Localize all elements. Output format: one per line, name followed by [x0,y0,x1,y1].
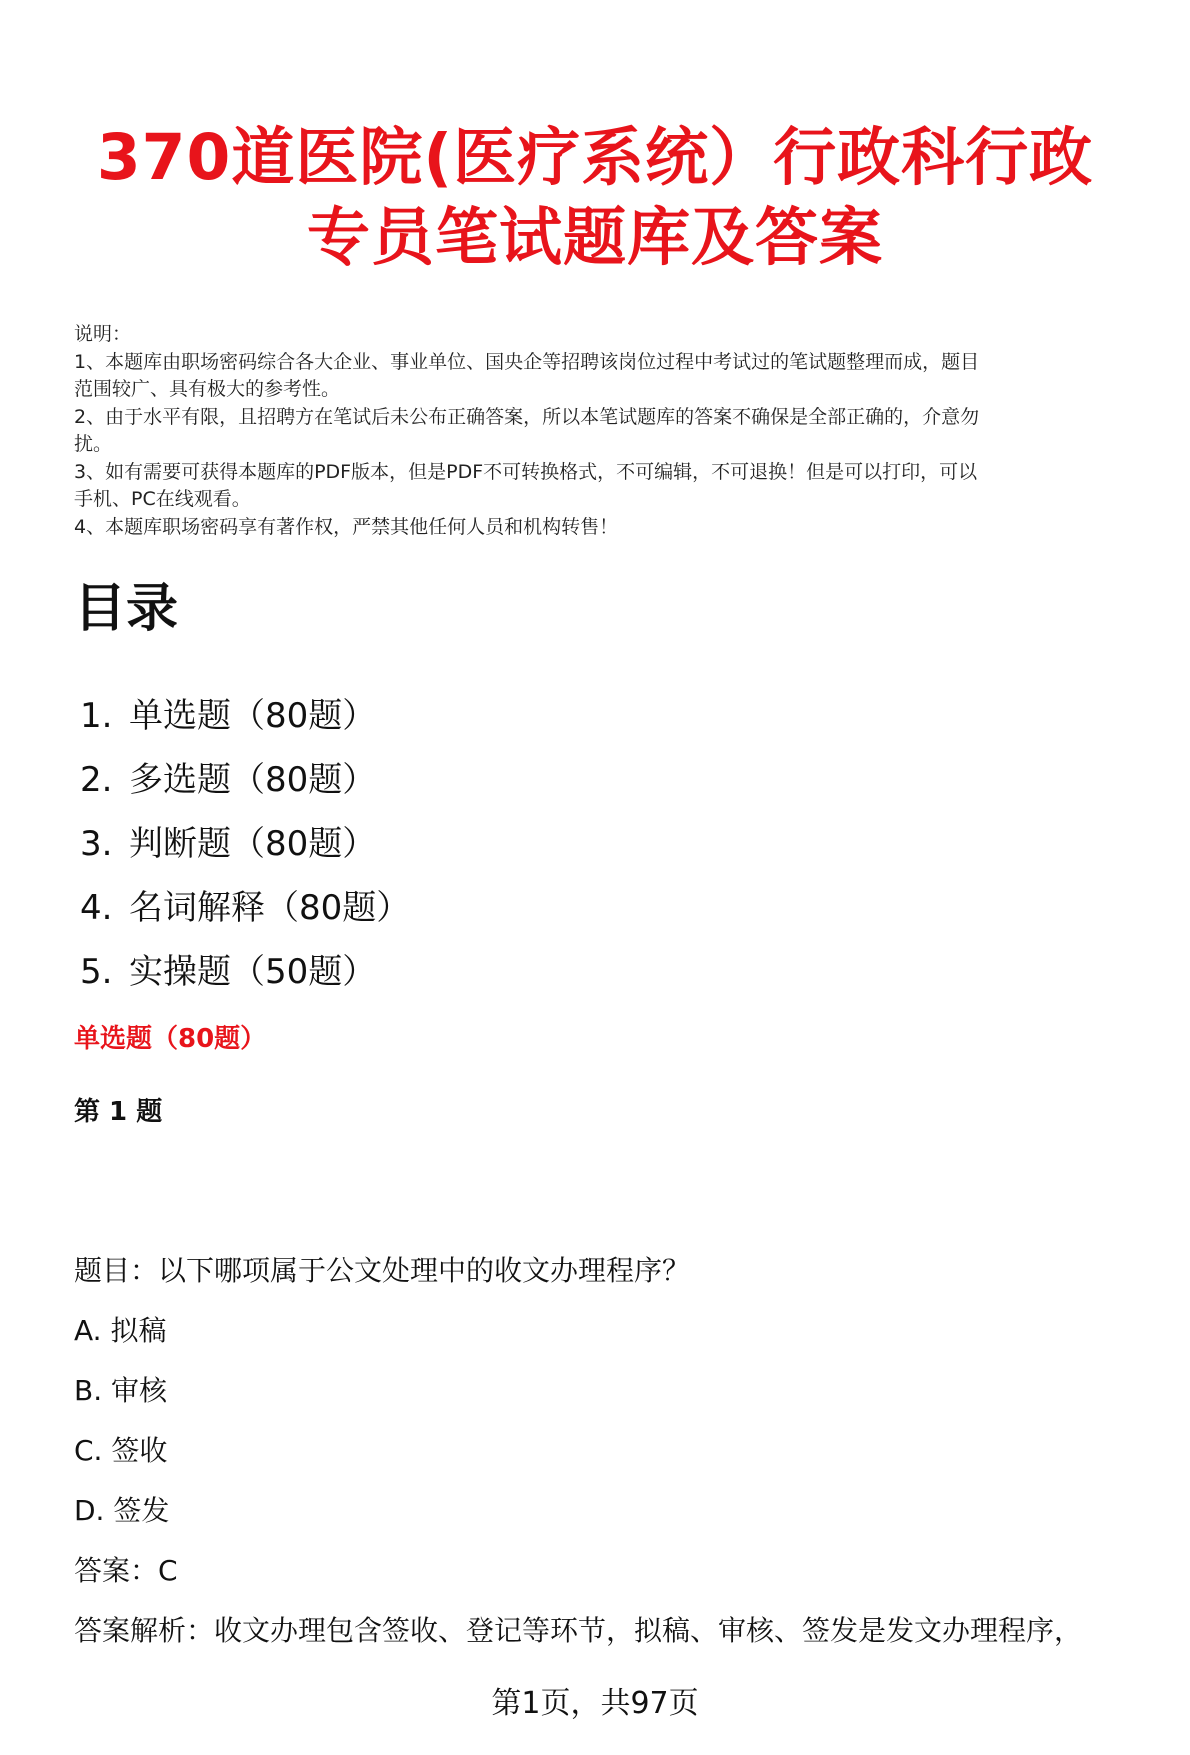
option-d: D. 签发 [74,1494,170,1527]
title-line-2: 专员笔试题库及答案 [307,201,883,274]
toc-item[interactable] [80,940,410,1004]
toc-item[interactable] [80,812,410,876]
toc-item-label: 判断题（80题） [129,824,377,864]
toc-item-label: 名词解释（80题） [129,888,411,928]
notes-line: 说明： [74,323,132,345]
section-title: 单选题（80题） [74,1024,267,1054]
title-line-1: 370道医院(医疗系统）行政科行政 [96,121,1094,194]
toc-item-number: 2. [80,760,113,800]
page-footer: 第1页，共97页 [491,1686,699,1721]
toc-item[interactable] [80,748,410,812]
toc-item-number: 3. [80,824,113,864]
toc-item[interactable] [80,876,410,940]
toc-item-number: 4. [80,888,113,928]
toc-item-label: 多选题（80题） [129,760,377,800]
document-title [60,118,1130,278]
notes-line: 范围较广、具有极大的参考性。 [74,378,341,400]
answer: 答案：C [74,1554,178,1587]
table-of-contents [80,684,410,1004]
notes-line: 扰。 [74,433,113,455]
question-stem: 题目：以下哪项属于公文处理中的收文办理程序？ [74,1254,691,1287]
notes-line: 2、由于水平有限，且招聘方在笔试后未公布正确答案，所以本笔试题库的答案不确保是全部正确的，介意勿 [74,405,980,428]
toc-item-number: 1. [80,696,113,736]
option-b: B. 审核 [74,1374,168,1407]
notes-line: 1、本题库由职场密码综合各大企业、事业单位、国央企等招聘该岗位过程中考试过的笔试题整理而成，题目 [74,350,980,373]
answer-explanation: 答案解析：收文办理包含签收、登记等环节，拟稿、审核、签发是发文办理程序， [74,1614,1083,1647]
toc-item[interactable] [80,684,410,748]
toc-item-label: 单选题（80题） [129,696,377,736]
instructions-notes [74,321,1154,541]
option-a: A. 拟稿 [74,1314,167,1347]
toc-item-number: 5. [80,952,113,992]
notes-line: 4、本题库职场密码享有著作权，严禁其他任何人员和机构转售！ [74,515,619,538]
toc-item-label: 实操题（50题） [129,952,377,992]
toc-heading: 目录 [74,579,179,639]
notes-line: 3、如有需要可获得本题库的PDF版本，但是PDF不可转换格式，不可编辑，不可退换！但是可以打印，可以 [74,460,978,483]
question-number: 第 1 题 [74,1097,163,1127]
option-c: C. 签收 [74,1434,168,1467]
notes-line: 手机、PC在线观看。 [74,488,251,510]
question-block [74,1241,1154,1661]
